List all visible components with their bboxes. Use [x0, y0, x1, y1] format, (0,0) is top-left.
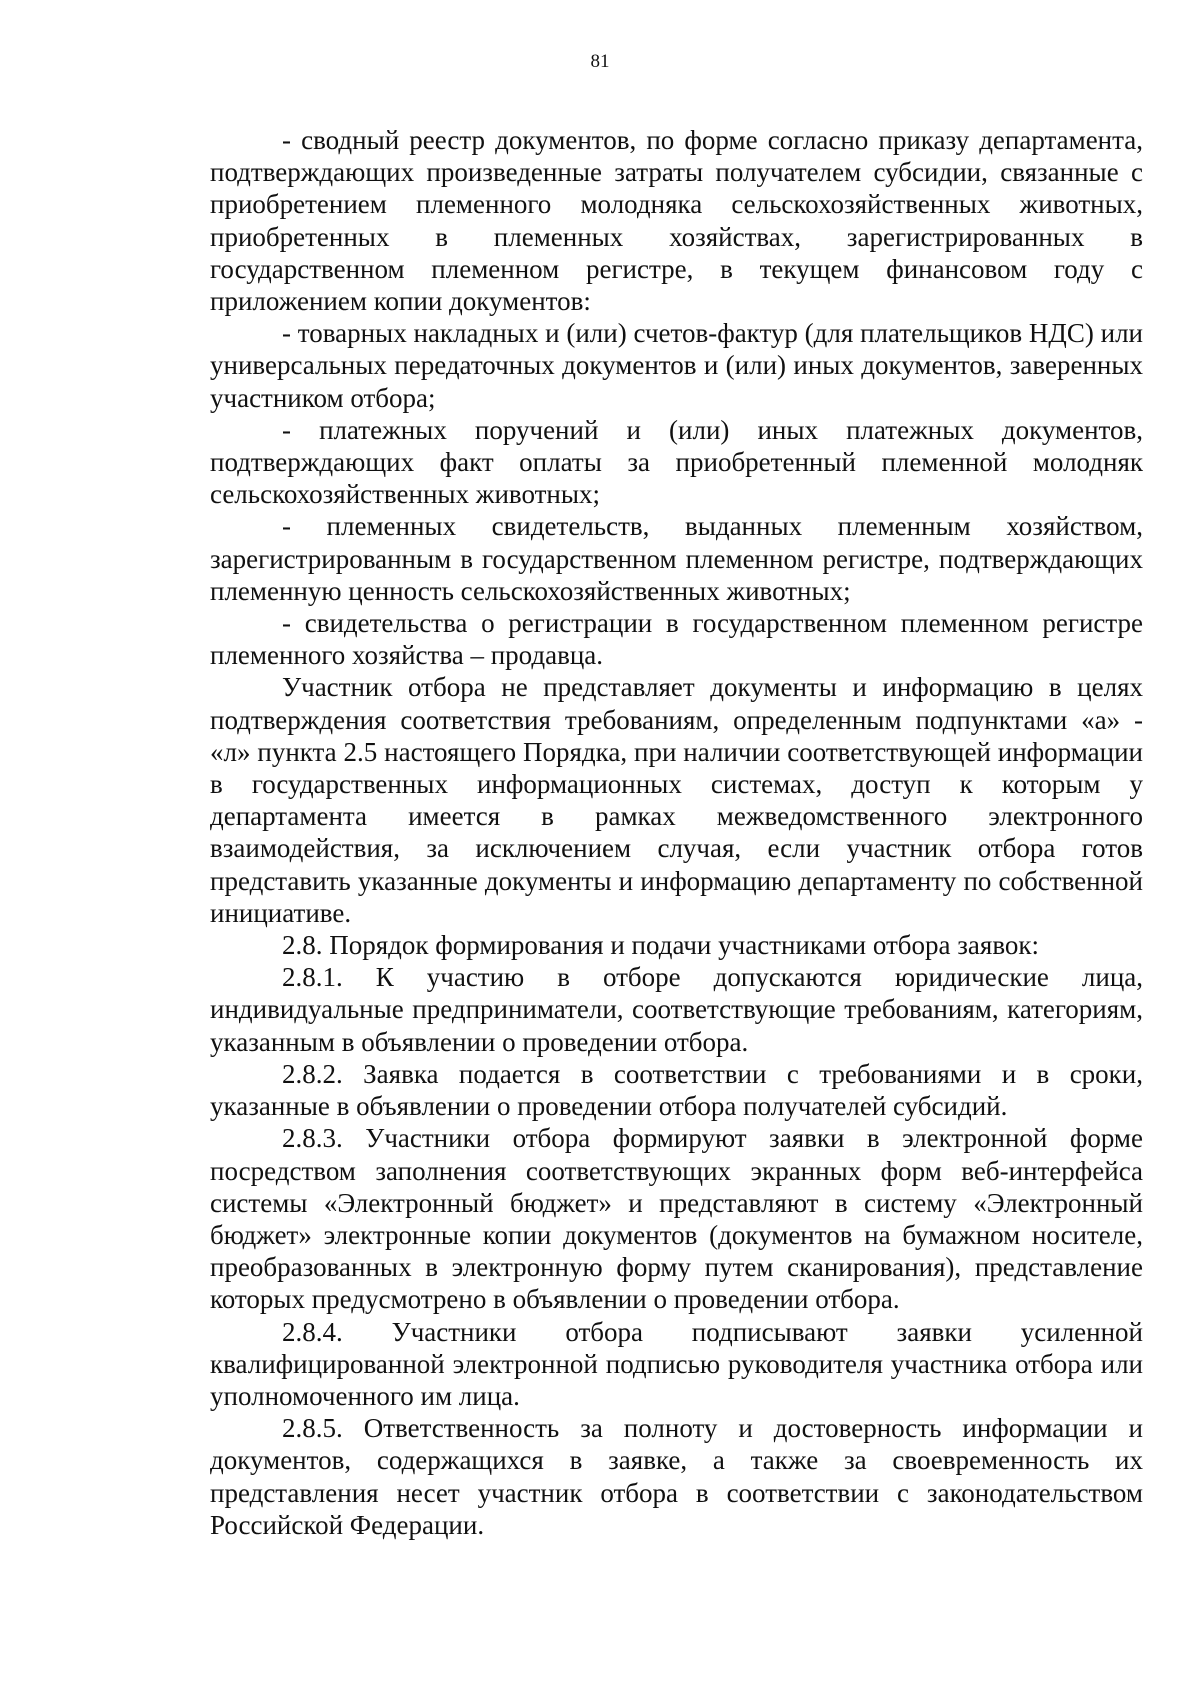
paragraph-2-8-4: 2.8.4. Участники отбора подписывают заявки усиленной квалифицированной электронной подписью руководителя участника отбора или уполномоченного им лица.: [210, 1316, 1143, 1411]
paragraph-2-8: 2.8. Порядок формирования и подачи участниками отбора заявок:: [282, 930, 1040, 961]
paragraph-tovarnye-nakladnye: - товарных накладных и (или) счетов-фактур (для плательщиков НДС) или универсальных передаточных документов и (или) иных документов, заверенных участником отбора;: [210, 318, 1143, 413]
paragraph-2-8-1: 2.8.1. К участию в отборе допускаются юридические лица, индивидуальные предприниматели, соответствующие требованиям, категориям, указанным в объявлении о проведении отбора.: [210, 962, 1143, 1057]
paragraph-svidetelstvo-registracii: - свидетельства о регистрации в государственном племенном регистре племенного хозяйства – продавца.: [210, 608, 1143, 671]
paragraph-2-8-5: 2.8.5. Ответственность за полноту и достоверность информации и документов, содержащихся в заявке, а также за своевременность их представления несет участник отбора в соответствии с законодательством Российской Федерации.: [210, 1413, 1143, 1540]
page-number: 81: [590, 51, 610, 72]
paragraph-svodny-reestr: - сводный реестр документов, по форме согласно приказу департамента, подтверждающих произведенные затраты получателем субсидии, связанные с приобретением племенного молодняка сельскохозяйственных животных, приобретенных в племенных хозяйствах, зарегистрированных в государственном племенном регистре, в текущем финансовом году с приложением копии документов:: [210, 125, 1143, 317]
paragraph-2-8-2: 2.8.2. Заявка подается в соответствии с требованиями и в сроки, указанные в объявлении о проведении отбора получателей субсидий.: [210, 1058, 1143, 1122]
document-body: [210, 124, 1143, 1541]
paragraph-uchastnik-ne-predstavlyaet: Участник отбора не представляет документы и информацию в целях подтверждения соответствия требованиям, определенным подпунктами «а» - «л» пункта 2.5 настоящего Порядка, при наличии соответствующей информации в государственных информационных системах, доступ к которым у департамента имеется в рамках межведомственного электронного взаимодействия, за исключением случая, если участник отбора готов представить указанные документы и информацию департаменту по собственной инициативе.: [210, 672, 1143, 928]
paragraph-2-8-3: 2.8.3. Участники отбора формируют заявки в электронной форме посредством заполнения соответствующих экранных форм веб-интерфейса системы «Электронный бюджет» и представляют в систему «Электронный бюджет» электронные копии документов (документов на бумажном носителе, преобразованных в электронную форму путем сканирования), представление которых предусмотрено в объявлении о проведении отбора.: [210, 1123, 1143, 1315]
paragraph-plemennye-svidetelstva: - племенных свидетельств, выданных племенным хозяйством, зарегистрированным в государственном племенном регистре, подтверждающих племенную ценность сельскохозяйственных животных;: [210, 511, 1143, 606]
paragraph-platezhnye-porucheniya: - платежных поручений и (или) иных платежных документов, подтверждающих факт оплаты за приобретенный племенной молодняк сельскохозяйственных животных;: [210, 414, 1143, 510]
